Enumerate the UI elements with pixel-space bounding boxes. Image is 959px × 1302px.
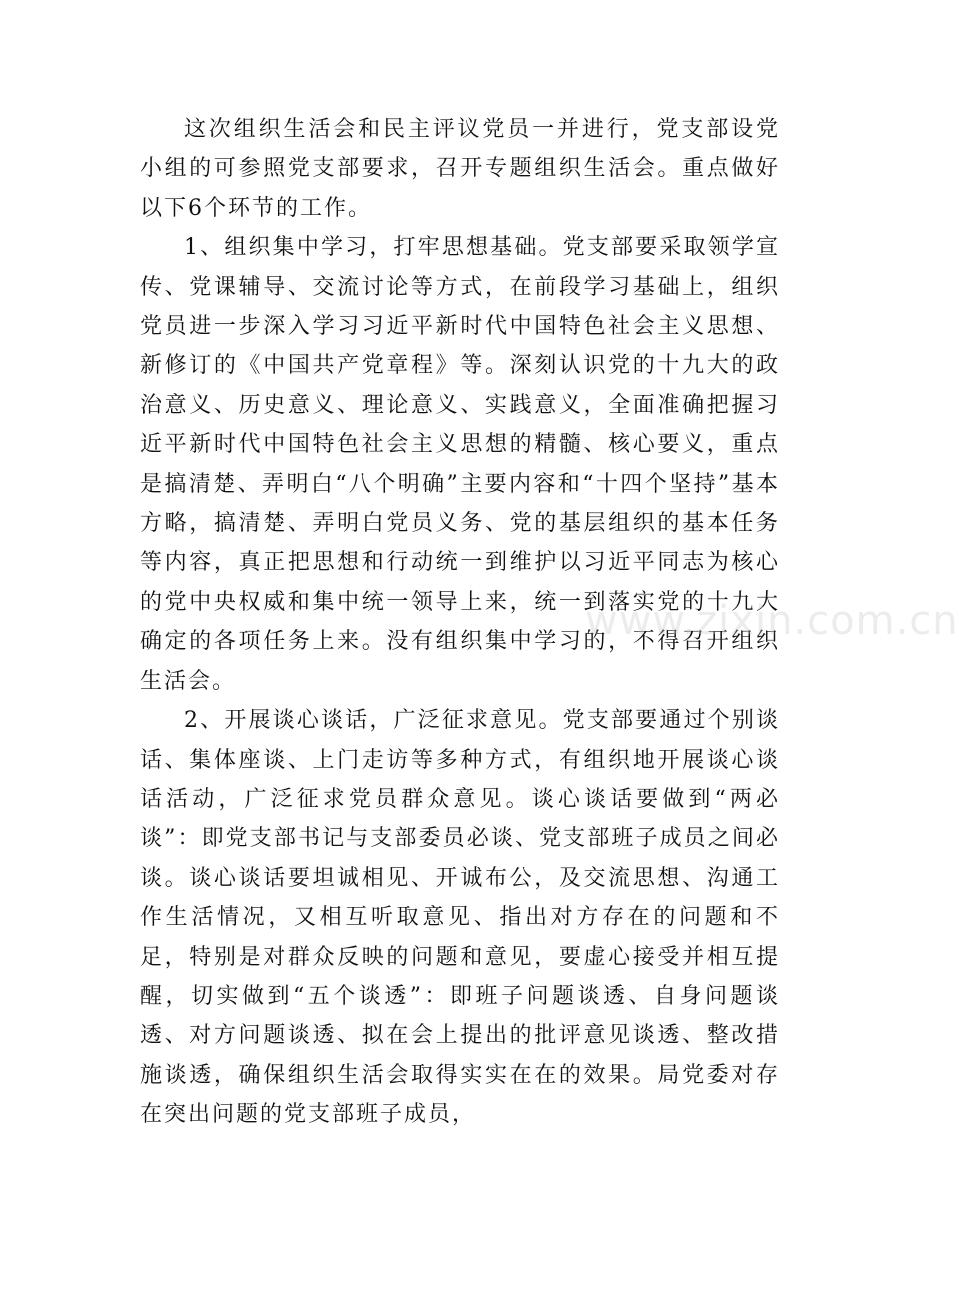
paragraph-section-1: 1、组织集中学习，打牢思想基础。党支部要采取领学宣传、党课辅导、交流讨论等方式，在前段学习基础上，组织党员进一步深入学习习近平新时代中国特色社会主义思想、新修订的《中国共产党章程》等。深刻认识党的十九大的政治意义、历史意义、理论意义、实践意义，全面准确把握习近平新时代中国特色社会主义思想的精髓、核心要义，重点是搞清楚、弄明白“八个明确”主要内容和“十四个坚持”基本方略，搞清楚、弄明白党员义务、党的基层组织的基本任务等内容，真正把思想和行动统一到维护以习近平同志为核心的党中央权威和集中统一领导上来，统一到落实党的十九大确定的各项任务上来。没有组织集中学习的，不得召开组织生活会。 — [140, 235, 780, 694]
document-body — [140, 110, 780, 1135]
paragraph-intro: 这次组织生活会和民主评议党员一并进行，党支部设党小组的可参照党支部要求，召开专题组织生活会。重点做好以下6个环节的工作。 — [140, 117, 780, 221]
watermark: www.zixin.com.cn — [585, 598, 959, 644]
paragraph-section-2: 2、开展谈心谈话，广泛征求意见。党支部要通过个别谈话、集体座谈、上门走访等多种方式，有组织地开展谈心谈话活动，广泛征求党员群众意见。谈心谈话要做到“两必谈”：即党支部书记与支部委员必谈、党支部班子成员之间必谈。谈心谈话要坦诚相见、开诚布公，及交流思想、沟通工作生活情况，又相互听取意见、指出对方存在的问题和不足，特别是对群众反映的问题和意见，要虚心接受并相互提醒，切实做到“五个谈透”：即班子问题谈透、自身问题谈透、对方问题谈透、拟在会上提出的批评意见谈透、整改措施谈透，确保组织生活会取得实实在在的效果。局党委对存在突出问题的党支部班子成员， — [140, 708, 780, 1128]
